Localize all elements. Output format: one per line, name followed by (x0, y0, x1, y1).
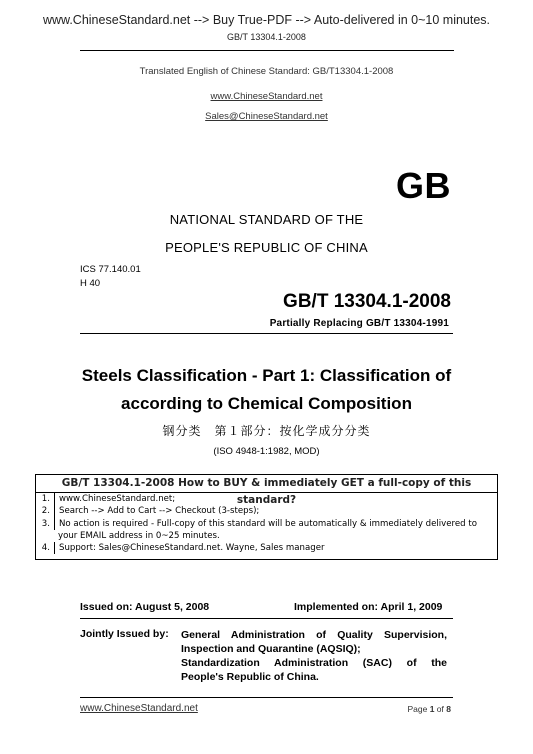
footer-divider (80, 697, 453, 698)
buy-info-box (35, 474, 498, 560)
gb-logo: GB (396, 165, 451, 206)
iso-reference: (ISO 4948-1:1982, MOD) (213, 446, 320, 457)
agency1-line1: General Administration of Quality Supervision, (181, 629, 447, 641)
issuers-label: Jointly Issued by: (80, 628, 169, 640)
agency2-line1: Standardization Administration (SAC) of the (181, 657, 447, 669)
dates-divider (80, 618, 453, 619)
buy-step-website[interactable]: www.ChineseStandard.net; (59, 494, 176, 504)
national-standard-line1: NATIONAL STANDARD OF THE (169, 212, 364, 227)
standard-divider (80, 333, 453, 334)
national-standard-line2: PEOPLE'S REPUBLIC OF CHINA (165, 240, 368, 255)
chinese-title: 钢分类 第１部分：按化学成分分类 (162, 424, 371, 438)
email-link[interactable]: Sales@ChineseStandard.net (205, 111, 328, 122)
title-line2: according to Chemical Composition (121, 394, 412, 413)
footer-website-link[interactable]: www.ChineseStandard.net (80, 703, 198, 714)
agency2-line2: People's Republic of China. (181, 671, 319, 683)
page-number: 1 (429, 704, 435, 714)
agency1-line2: Inspection and Quarantine (AQSIQ); (181, 643, 361, 655)
page-total: 8 (446, 704, 451, 714)
header-banner: www.ChineseStandard.net --> Buy True-PDF --> Auto-delivered in 0~10 minutes. (42, 13, 491, 27)
list-item: 4. Support: Sales@ChineseStandard.net. Wayne, Sales manager (36, 542, 497, 554)
page-indicator: Page 1 of 8 (407, 704, 451, 714)
title-line1: Steels Classification - Part 1: Classification of (81, 366, 452, 385)
list-item: your EMAIL address in 0~25 minutes. (58, 530, 220, 541)
ics-code: ICS 77.140.01 (80, 264, 141, 275)
list-item: 3. No action is required - Full-copy of this standard will be automatically & immediately delivered to (36, 518, 497, 530)
h-code: H 40 (80, 278, 101, 289)
implemented-date: Implemented on: April 1, 2009 (294, 601, 443, 613)
standard-number: GB/T 13304.1-2008 (283, 291, 451, 312)
list-item: 1. www.ChineseStandard.net; (36, 493, 497, 505)
list-item: 2. Search --> Add to Cart --> Checkout (3-steps); (36, 505, 497, 517)
issued-date: Issued on: August 5, 2008 (80, 601, 210, 613)
header-standard-code: GB/T 13304.1-2008 (227, 32, 306, 42)
replacing-note: Partially Replacing GB/T 13304-1991 (269, 318, 449, 329)
header-divider (80, 50, 454, 51)
translated-note: Translated English of Chinese Standard: GB/T13304.1-2008 (139, 66, 394, 77)
buy-heading: GB/T 13304.1-2008 How to BUY & immediately GET a full-copy of this standard? (36, 475, 497, 493)
website-link[interactable]: www.ChineseStandard.net (210, 91, 323, 102)
